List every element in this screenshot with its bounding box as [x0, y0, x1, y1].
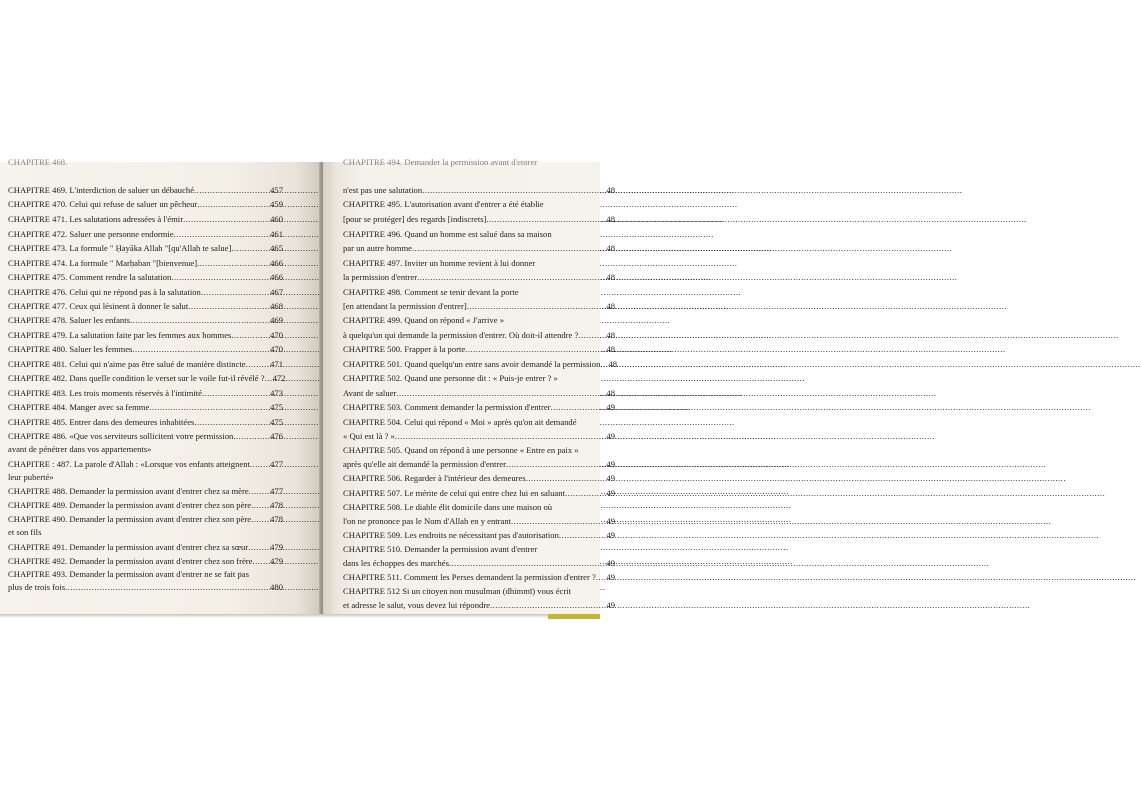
entry-page-number: 48 — [606, 243, 615, 253]
toc-entry — [343, 387, 615, 400]
dot-leader — [511, 515, 604, 528]
entry-title: après qu'elle ait demandé la permission d'entrer — [343, 459, 506, 469]
dot-leader — [149, 401, 268, 414]
page-edge-shadow — [0, 614, 548, 618]
entry-page-number: 49 — [606, 516, 615, 526]
toc-entry — [343, 416, 615, 429]
toc-entry — [8, 526, 283, 539]
entry-page-number: 470 — [270, 330, 283, 340]
dot-leader — [171, 271, 268, 284]
dot-leader — [183, 213, 268, 226]
entry-page-number: 49 — [606, 558, 615, 568]
toc-entry — [8, 430, 283, 443]
entry-page-number: 49 — [606, 488, 615, 498]
entry-title: CHAPITRE 505. Quand on répond à une personne « Entre en paix » — [343, 445, 579, 455]
dot-leader — [174, 228, 268, 241]
entry-page-number: 48 — [606, 388, 615, 398]
toc-entry — [8, 358, 283, 371]
entry-title: CHAPITRE 470. Celui qui refuse de saluer un pêcheur — [8, 199, 198, 209]
toc-entry — [343, 242, 615, 255]
entry-title: CHAPITRE 507. Le mérite de celui qui entre chez lui en saluant — [343, 488, 565, 498]
entry-title: CHAPITRE 508. Le diable élit domicile dans une maison où — [343, 502, 553, 512]
entry-title: CHAPITRE 474. La formule " Marḥaban "[bienvenue] — [8, 258, 198, 268]
toc-entry — [8, 401, 283, 414]
entry-title: CHAPITRE 495. L'autorisation avant d'entrer a été établie — [343, 199, 544, 209]
entry-page-number: 48 — [606, 214, 615, 224]
dot-leader — [194, 416, 268, 429]
entry-title: CHAPITRE 471. Les salutations adressées à l'émir — [8, 214, 184, 224]
toc-entry — [8, 485, 283, 498]
entry-title: CHAPITRE 486. «Que vos serviteurs sollicitent votre permission — [8, 431, 234, 441]
toc-entry — [343, 599, 615, 612]
toc-entry — [343, 358, 615, 371]
toc-entry — [343, 401, 615, 414]
entry-title: [pour se protéger] des regards [indiscrets] — [343, 214, 487, 224]
toc-entry — [8, 228, 283, 241]
dot-leader — [130, 314, 268, 327]
dot-leader — [417, 271, 604, 284]
entry-title: CHAPITRE 506. Regarder à l'intérieur des demeures — [343, 473, 526, 483]
entry-title: CHAPITRE 483. Les trois moments réservés à l'intimité — [8, 388, 202, 398]
toc-entry — [8, 286, 283, 299]
toc-entry — [8, 314, 283, 327]
right-page — [323, 157, 617, 614]
entry-page-number: 466 — [270, 258, 283, 268]
entry-page-number: 477 — [270, 459, 283, 469]
entry-page-number: 48 — [608, 359, 617, 369]
toc-entry — [343, 257, 615, 270]
dot-leader — [490, 599, 604, 612]
entry-page-number: 470 — [270, 344, 283, 354]
entry-page-number: 457 — [270, 185, 283, 195]
left-page — [0, 157, 321, 614]
entry-title: CHAPITRE 494. Demander la permission avant d'entrer — [343, 157, 538, 167]
dot-leader — [467, 300, 605, 313]
entry-title: CHAPITRE 509. Les endroits ne nécessitant pas d'autorisation — [343, 530, 559, 540]
toc-entry — [8, 416, 283, 429]
toc-entry — [343, 585, 615, 598]
toc-entry — [343, 286, 615, 299]
entry-title: CHAPITRE 500. Frapper à la porte — [343, 344, 466, 354]
toc-entry — [8, 568, 283, 581]
entry-page-number: 461 — [270, 229, 283, 239]
toc-entry — [343, 372, 615, 385]
toc-entry — [8, 541, 283, 554]
entry-title: avant de pénétrer dans vos appartements» — [8, 444, 152, 454]
entry-page-number: 49 — [606, 431, 615, 441]
entry-page-number: 49 — [606, 600, 615, 610]
toc-entry — [343, 329, 615, 342]
entry-page-number: 467 — [270, 287, 283, 297]
dot-leader — [249, 485, 268, 498]
toc-entry — [343, 300, 615, 313]
toc-entry — [343, 271, 615, 284]
entry-title: plus de trois fois — [8, 582, 66, 592]
toc-entry — [8, 499, 283, 512]
dot-leader — [252, 555, 268, 568]
entry-title: et adresse le salut, vous devez lui répondre — [343, 600, 490, 610]
toc-entry — [8, 343, 283, 356]
toc-entry — [8, 198, 283, 211]
entry-page-number: 48 — [606, 272, 615, 282]
entry-title: CHAPITRE 484. Manger avec sa femme — [8, 402, 150, 412]
entry-title: CHAPITRE 482. Dans quelle condition le verset sur le voile fut-il révélé ? — [8, 373, 265, 383]
toc-entry — [8, 257, 283, 270]
entry-page-number: 471 — [270, 359, 283, 369]
entry-page-number: 472 — [272, 373, 286, 383]
entry-title: et son fils — [8, 527, 42, 537]
dot-leader — [486, 213, 604, 226]
entry-title: CHAPITRE 468. — [8, 157, 68, 167]
toc-entry — [343, 444, 615, 457]
dot-leader — [201, 286, 268, 299]
entry-title: CHAPITRE 490. Demander la permission avant d'entrer chez son père — [8, 514, 252, 524]
entry-title: CHAPITRE 479. La salutation faite par les femmes aux hommes — [8, 330, 232, 340]
entry-title: CHAPITRE 503. Comment demander la permission d'entrer — [343, 402, 551, 412]
dot-leader — [559, 529, 605, 542]
dot-leader — [231, 242, 268, 255]
entry-page-number: 49 — [606, 459, 615, 469]
entry-title: [en attendant la permission d'entrer] — [343, 301, 467, 311]
entry-title: CHAPITRE 477. Ceux qui lésinent à donner le salut — [8, 301, 189, 311]
entry-page-number: 475 — [270, 402, 283, 412]
entry-page-number: 48 — [606, 301, 615, 311]
entry-page-number: 49 — [606, 402, 615, 412]
dot-leader — [551, 401, 605, 414]
toc-entry — [8, 156, 283, 169]
entry-page-number: 479 — [270, 542, 283, 552]
entry-title: CHAPITRE 499. Quand on répond « J'arrive » — [343, 315, 504, 325]
entry-title: CHAPITRE 496. Quand un homme est salué dans sa maison — [343, 229, 552, 239]
dot-leader — [197, 257, 268, 270]
dot-leader — [248, 541, 268, 554]
entry-page-number: 473 — [270, 388, 283, 398]
entry-title: l'on ne prononce pas le Nom d'Allah en y entrant — [343, 516, 512, 526]
toc-entry — [343, 487, 615, 500]
entry-page-number: 48 — [606, 344, 615, 354]
toc-entry — [8, 184, 283, 197]
toc-entry — [8, 458, 283, 471]
toc-entry — [343, 228, 615, 241]
entry-page-number: 465 — [270, 243, 283, 253]
dot-leader — [65, 581, 268, 594]
dot-leader — [449, 557, 604, 570]
toc-entry — [343, 515, 615, 528]
open-book — [0, 157, 617, 614]
entry-title: CHAPITRE 489. Demander la permission avant d'entrer chez son père — [8, 500, 252, 510]
toc-entry — [8, 271, 283, 284]
dot-leader — [526, 472, 605, 485]
toc-entry — [343, 198, 615, 211]
cover-edge — [548, 614, 600, 619]
entry-page-number: 460 — [270, 214, 283, 224]
entry-page-number: 49 — [606, 473, 615, 483]
entry-page-number: 49 — [606, 530, 615, 540]
toc-entry — [8, 242, 283, 255]
entry-title: CHAPITRE 481. Celui qui n'aime pas être salué de manière distincte — [8, 359, 246, 369]
dot-leader — [197, 198, 268, 211]
toc-entry — [8, 387, 283, 400]
entry-page-number: 466 — [270, 272, 283, 282]
entry-page-number: 478 — [270, 500, 283, 510]
dot-leader — [188, 300, 268, 313]
entry-title: CHAPITRE 512 Si un citoyen non musulman (dhimmī) vous écrit — [343, 586, 571, 596]
entry-title: CHAPITRE 501. Quand quelqu'un entre sans avoir demandé la permission — [343, 359, 601, 369]
dot-leader — [422, 184, 604, 197]
entry-title: CHAPITRE 469. L'interdiction de saluer un débauché — [8, 185, 195, 195]
dot-leader — [233, 430, 268, 443]
toc-entry — [343, 343, 615, 356]
entry-title: CHAPITRE 498. Comment se tenir devant la porte — [343, 287, 519, 297]
toc-entry — [8, 372, 286, 385]
entry-title: CHAPITRE 480. Saluer les femmes — [8, 344, 133, 354]
dot-leader — [231, 329, 268, 342]
entry-title: CHAPITRE 510. Demander la permission avant d'entrer — [343, 544, 538, 554]
dot-leader — [565, 487, 604, 500]
entry-title: CHAPITRE 497. Inviter un homme revient à lui donner — [343, 258, 536, 268]
entry-title: CHAPITRE 488. Demander la permission avant d'entrer chez sa mère — [8, 486, 249, 496]
toc-entry — [343, 430, 615, 443]
dot-leader — [194, 184, 268, 197]
dot-leader — [395, 430, 605, 443]
toc-entry — [343, 571, 615, 584]
entry-page-number: 48 — [606, 185, 615, 195]
dot-leader — [506, 458, 604, 471]
entry-title: CHAPITRE : 487. La parole d'Allah : «Lorsque vos enfants atteignent — [8, 459, 250, 469]
entry-page-number: 48 — [606, 330, 615, 340]
entry-title: CHAPITRE 491. Demander la permission avant d'entrer chez sa sœur — [8, 542, 249, 552]
dot-leader — [246, 358, 269, 371]
toc-entry — [8, 513, 283, 526]
entry-title: CHAPITRE 493. Demander la permission avant d'entrer ne se fait pas — [8, 569, 249, 579]
entry-title: CHAPITRE 502. Quand une personne dit : « Puis-je entrer ? » — [343, 373, 558, 383]
entry-page-number: 468 — [270, 301, 283, 311]
entry-page-number: 477 — [270, 486, 283, 496]
dot-leader — [396, 387, 604, 400]
entry-title: CHAPITRE 475. Comment rendre la salutation — [8, 272, 172, 282]
entry-page-number: 476 — [270, 431, 283, 441]
entry-title: CHAPITRE 485. Entrer dans des demeures inhabitées — [8, 417, 195, 427]
dot-leader — [251, 513, 268, 526]
toc-entry — [343, 213, 615, 226]
toc-entry — [343, 458, 615, 471]
dot-leader — [465, 343, 604, 356]
dot-leader — [412, 242, 604, 255]
toc-entry — [8, 443, 283, 456]
entry-title: leur puberté» — [8, 472, 54, 482]
toc-entry — [343, 184, 615, 197]
entry-title: CHAPITRE 472. Saluer une personne endormie — [8, 229, 174, 239]
dot-leader — [251, 499, 268, 512]
entry-page-number: 479 — [270, 556, 283, 566]
toc-entry — [343, 557, 615, 570]
toc-entry — [343, 156, 615, 169]
entry-title: « Qui est là ? » — [343, 431, 395, 441]
dot-leader — [202, 387, 268, 400]
toc-entry — [343, 543, 615, 556]
toc-entry — [8, 213, 283, 226]
toc-entry — [8, 555, 283, 568]
dot-leader — [578, 329, 604, 342]
entry-page-number: 49 — [606, 572, 615, 582]
toc-entry — [8, 581, 283, 594]
entry-title: la permission d'entrer — [343, 272, 418, 282]
entry-title: CHAPITRE 504. Celui qui répond « Moi » après qu'on ait demandé — [343, 417, 577, 427]
entry-title: CHAPITRE 492. Demander la permission avant d'entrer chez son frère — [8, 556, 253, 566]
toc-entry — [8, 471, 283, 484]
entry-title: CHAPITRE 473. La formule " Ḥayāka Allah "[qu'Allah te salue] — [8, 243, 232, 253]
toc-entry — [343, 529, 615, 542]
entry-title: Avant de saluer — [343, 388, 397, 398]
toc-entry — [8, 329, 283, 342]
toc-entry — [343, 314, 615, 327]
entry-title: CHAPITRE 511. Comment les Perses demandent la permission d'entrer ? — [343, 572, 596, 582]
entry-title: par un autre homme — [343, 243, 412, 253]
entry-page-number: 478 — [270, 514, 283, 524]
entry-page-number: 475 — [270, 417, 283, 427]
toc-entry — [343, 472, 615, 485]
toc-entry — [8, 300, 283, 313]
dot-leader — [596, 571, 605, 584]
entry-title: n'est pas une salutation — [343, 185, 423, 195]
dot-leader — [250, 458, 268, 471]
entry-page-number: 469 — [270, 315, 283, 325]
entry-page-number: 459 — [270, 199, 283, 209]
entry-title: à quelqu'un qui demande la permission d'entrer. Où doit-il attendre ? — [343, 330, 579, 340]
entry-title: CHAPITRE 478. Saluer les enfants — [8, 315, 130, 325]
entry-title: CHAPITRE 476. Celui qui ne répond pas à la salutation — [8, 287, 201, 297]
entry-page-number: 480 — [270, 582, 283, 592]
entry-title: dans les échoppes des marchés — [343, 558, 449, 568]
toc-entry — [343, 501, 615, 514]
dot-leader — [132, 343, 268, 356]
